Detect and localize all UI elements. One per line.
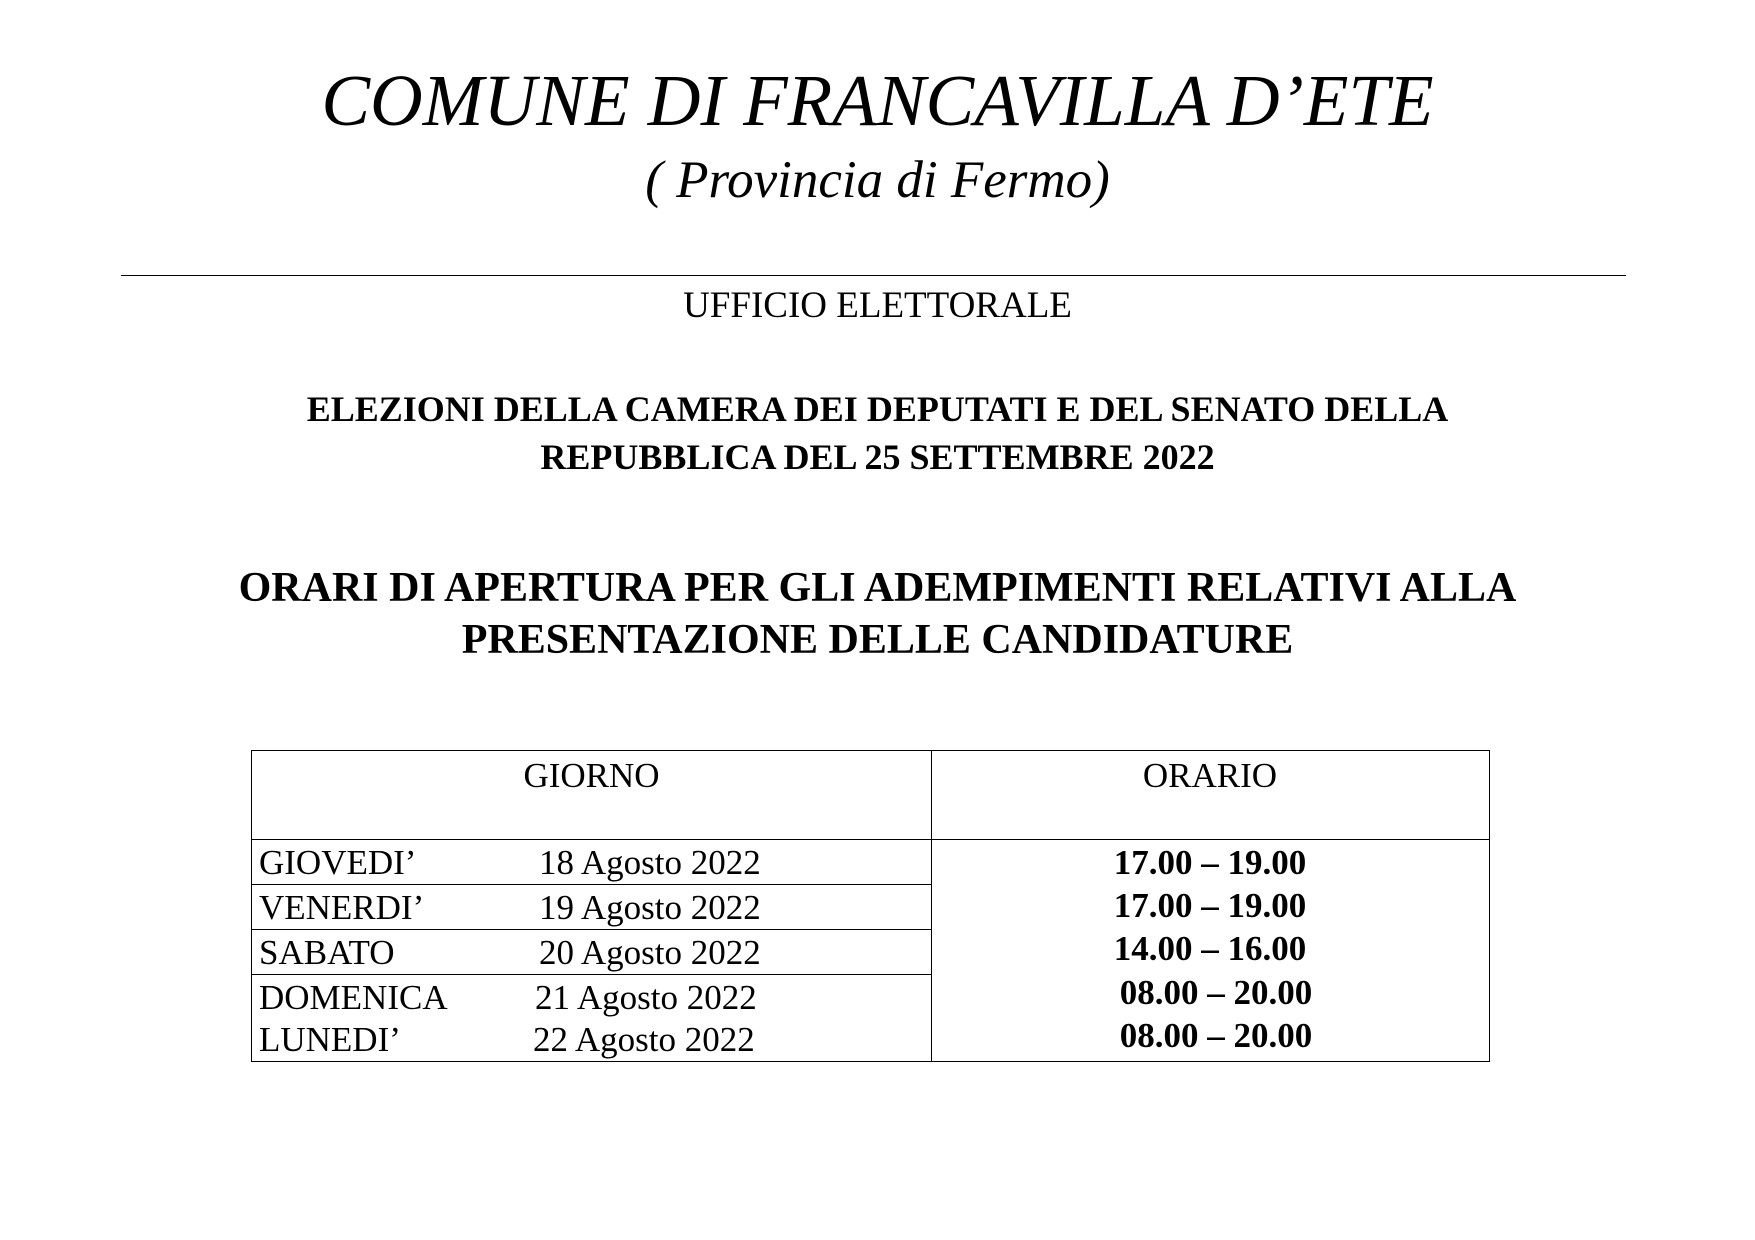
day-date: 19 Agosto 2022 bbox=[539, 888, 761, 927]
day-name: LUNEDI’ bbox=[259, 1020, 401, 1059]
time-slot: 17.00 – 19.00 bbox=[1113, 843, 1307, 882]
day-name: SABATO bbox=[259, 933, 395, 972]
column-header-time: ORARIO bbox=[1142, 756, 1278, 795]
table-row bbox=[252, 1018, 931, 1062]
table-row bbox=[252, 886, 931, 930]
time-slot: 08.00 – 20.00 bbox=[1119, 973, 1313, 1012]
opening-hours-heading-line-1: ORARI DI APERTURA PER GLI ADEMPIMENTI RELATIVI ALLA bbox=[238, 565, 1517, 611]
opening-hours-heading-line-2: PRESENTAZIONE DELLE CANDIDATURE bbox=[461, 617, 1294, 663]
column-header-day: GIORNO bbox=[523, 756, 660, 795]
municipality-title: COMUNE DI FRANCAVILLA D’ETE bbox=[321, 60, 1434, 141]
header-row-divider bbox=[252, 839, 1489, 840]
day-name: DOMENICA bbox=[259, 978, 448, 1017]
province-subtitle: ( Provincia di Fermo) bbox=[645, 151, 1110, 209]
table-row bbox=[252, 841, 931, 885]
day-date: 20 Agosto 2022 bbox=[539, 933, 761, 972]
time-slot: 08.00 – 20.00 bbox=[1119, 1016, 1313, 1055]
office-name: UFFICIO ELETTORALE bbox=[683, 285, 1072, 326]
election-heading-line-1: ELEZIONI DELLA CAMERA DEI DEPUTATI E DEL SENATO DELLA bbox=[306, 389, 1449, 429]
day-date: 22 Agosto 2022 bbox=[533, 1020, 755, 1059]
table-row bbox=[252, 976, 931, 1020]
day-date: 18 Agosto 2022 bbox=[539, 843, 761, 882]
header-divider bbox=[121, 275, 1626, 276]
day-name: VENERDI’ bbox=[259, 888, 425, 927]
election-heading bbox=[0, 385, 1755, 481]
day-date: 21 Agosto 2022 bbox=[535, 978, 757, 1017]
opening-hours-heading bbox=[0, 562, 1755, 666]
time-slot: 17.00 – 19.00 bbox=[1113, 886, 1307, 925]
election-heading-line-2: REPUBBLICA DEL 25 SETTEMBRE 2022 bbox=[540, 437, 1215, 477]
table-row bbox=[252, 931, 931, 975]
time-slot: 14.00 – 16.00 bbox=[1113, 929, 1307, 968]
schedule-table bbox=[251, 750, 1490, 1062]
day-name: GIOVEDI’ bbox=[259, 843, 417, 882]
